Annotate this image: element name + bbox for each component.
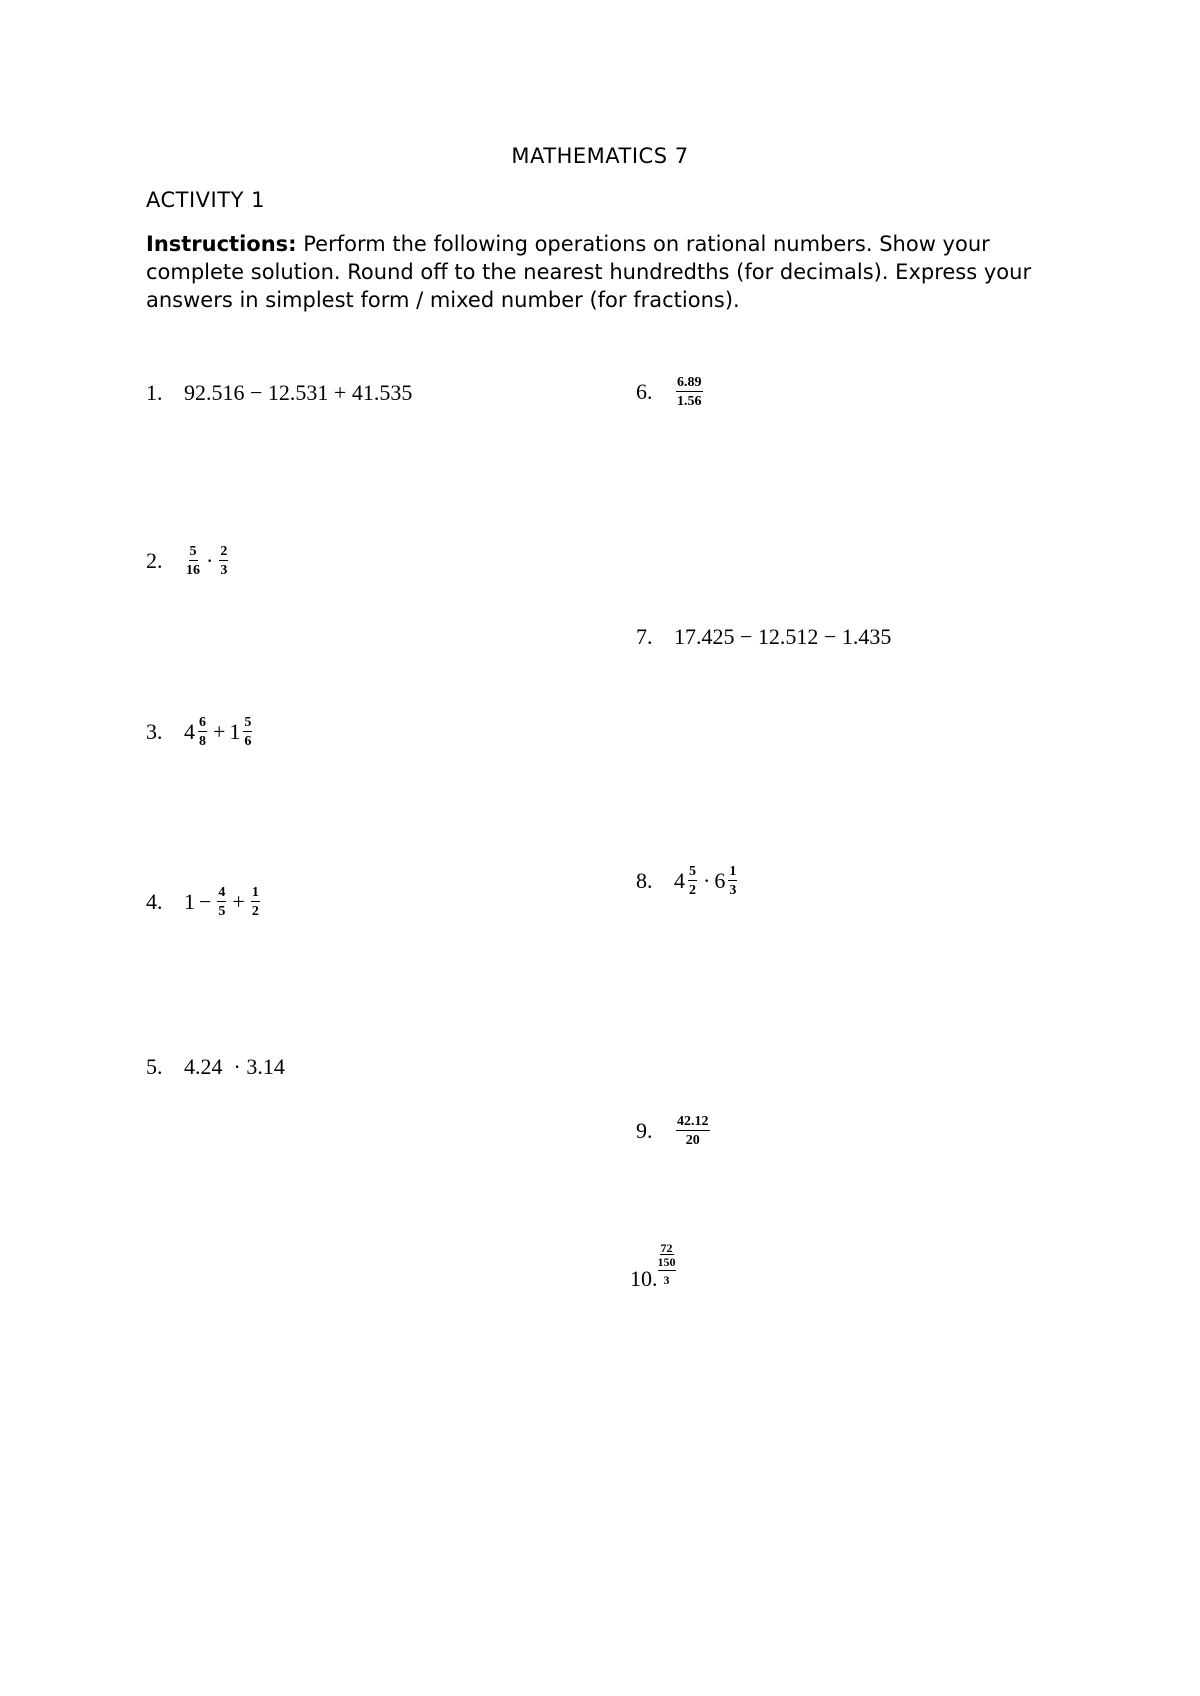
numerator: 5: [189, 544, 197, 559]
numerator: 2: [220, 544, 228, 559]
problem-expression: 17.425 − 12.512 − 1.435: [674, 624, 892, 649]
operator: ·: [206, 548, 214, 573]
operator: +: [232, 889, 245, 914]
problem-1: [146, 380, 412, 406]
numerator: 72: [660, 1241, 673, 1255]
fraction: [198, 715, 207, 749]
problem-3: [146, 715, 254, 749]
page-title: MATHEMATICS 7: [511, 144, 689, 168]
fraction: [688, 864, 697, 898]
problem-7: [636, 624, 891, 650]
fraction: [186, 544, 200, 578]
problem-9: [636, 1114, 712, 1148]
problem-number: 4.: [146, 889, 163, 914]
instructions-label: Instructions:: [146, 232, 297, 256]
problem-6: [636, 375, 705, 409]
problem-8: [636, 864, 739, 898]
problem-expression: [674, 864, 739, 898]
problem-number: 9.: [636, 1118, 653, 1143]
denominator: 16: [186, 563, 200, 578]
denominator: 6: [244, 734, 252, 749]
fraction: [251, 885, 260, 919]
instructions-text: Perform the following operations on rational numbers. Show your complete solution. Round off to the nearest hundredths (for decimals). Express your answers in simplest form / mixed number (for fractions).: [146, 232, 1032, 312]
numerator: 42.12: [677, 1114, 709, 1129]
denominator: 150: [657, 1255, 676, 1269]
outer-denominator: 3: [663, 1273, 670, 1287]
denominator: 3: [220, 563, 228, 578]
numerator: 1: [729, 864, 737, 879]
inner-fraction: [658, 1242, 676, 1271]
problem-number: 6.: [636, 379, 653, 404]
lead-term: 1: [184, 889, 195, 914]
problem-number: 10.: [630, 1266, 658, 1291]
fraction: [243, 715, 252, 749]
numerator: 6: [199, 715, 206, 730]
problem-number: 2.: [146, 548, 163, 573]
denominator: 2: [251, 904, 259, 919]
problem-4: [146, 885, 262, 919]
fraction: [676, 375, 703, 409]
fraction: [676, 1114, 710, 1148]
fraction: [728, 864, 737, 898]
problem-number: 1.: [146, 380, 163, 405]
problem-5: [146, 1054, 285, 1080]
numerator: 4: [218, 885, 226, 900]
numerator: 6.89: [677, 375, 702, 390]
whole-part: 6: [714, 868, 726, 893]
operator: +: [213, 719, 226, 744]
activity-heading: ACTIVITY 1: [146, 188, 265, 212]
instructions-paragraph: [146, 230, 1076, 314]
problem-expression: 4.24 · 3.14: [184, 1054, 285, 1079]
problem-number: 3.: [146, 719, 163, 744]
fraction: [217, 885, 226, 919]
operator: ·: [703, 868, 711, 893]
denominator: 3: [729, 883, 737, 898]
denominator: 2: [689, 883, 696, 898]
problem-number: 5.: [146, 1054, 163, 1079]
problem-expression: [184, 544, 230, 578]
problem-number: 7.: [636, 624, 653, 649]
problem-expression: [184, 715, 254, 749]
whole-part: 1: [229, 719, 241, 744]
denominator: 8: [199, 734, 206, 749]
fraction: [219, 544, 228, 578]
denominator: 1.56: [677, 394, 702, 409]
denominator: 5: [218, 904, 226, 919]
whole-part: 4: [184, 719, 195, 744]
numerator: 1: [251, 885, 259, 900]
problem-10: [630, 1236, 676, 1292]
whole-part: 4: [674, 868, 685, 893]
operator: −: [199, 889, 212, 914]
numerator: 5: [244, 715, 252, 730]
problem-2: [146, 544, 230, 578]
numerator: 5: [689, 864, 696, 879]
problem-number: 8.: [636, 868, 653, 893]
problem-expression: [184, 885, 262, 919]
denominator: 20: [685, 1133, 700, 1148]
problem-expression: 92.516 − 12.531 + 41.535: [184, 380, 413, 405]
complex-fraction: [658, 1242, 676, 1286]
